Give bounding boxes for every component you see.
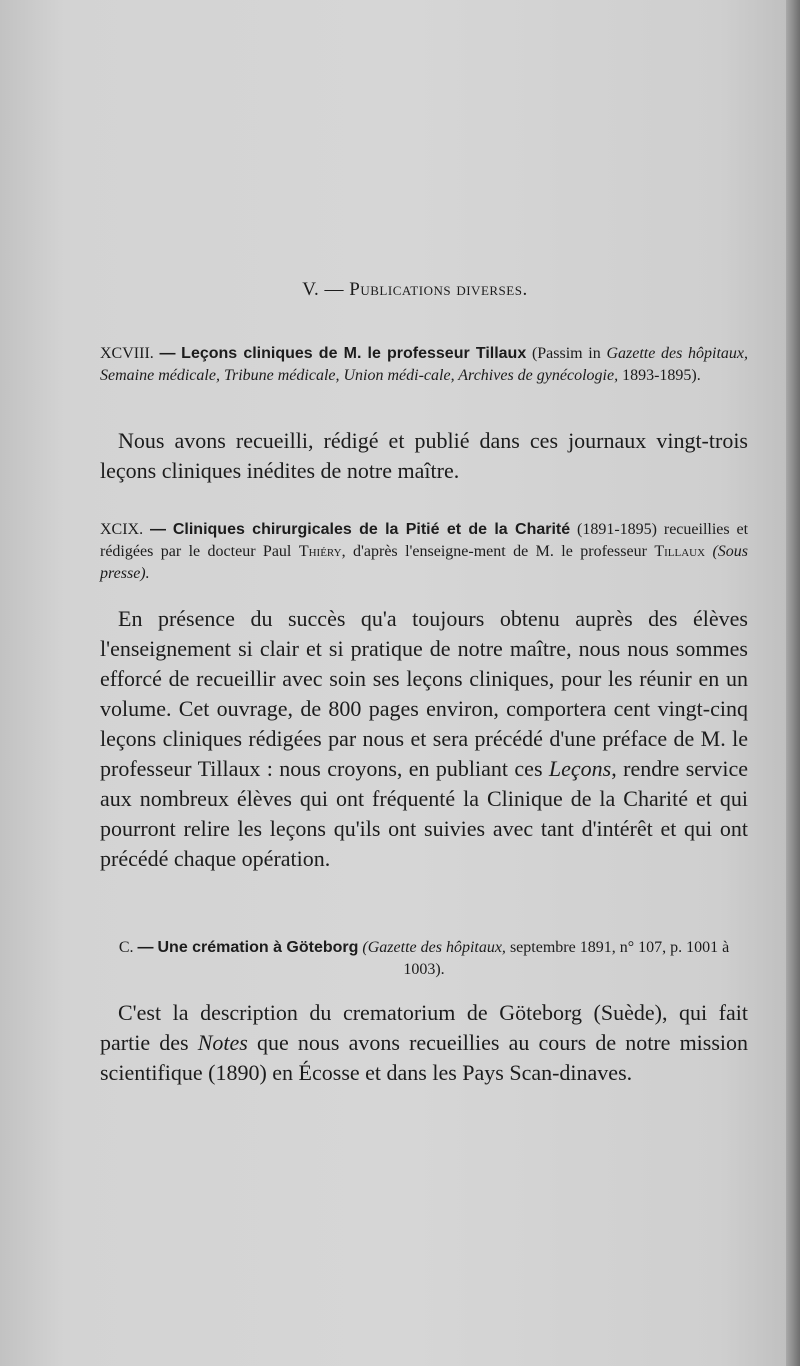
entry-xcix-heading: XCIX. — Cliniques chirurgicales de la Pitié et de la Charité (1891-1895) recueillies et rédigées par le docteur Paul Thiéry, d'après l'enseigne-ment de M. le professeur Tillaux (Sous presse). <box>100 521 749 582</box>
section-heading: V. — Publications diverses. <box>302 279 528 300</box>
entry-c-body: C'est la description du crematorium de Göteborg (Suède), qui fait partie des Notes que nous avons recueillies au cours de notre mission scientifique (1890) en Écosse et dans les Pays Scan-dinaves. <box>100 1000 749 1085</box>
entry-xcviii-heading: XCVIII. — Leçons cliniques de M. le professeur Tillaux (Passim in Gazette des hôpitaux, Semaine médicale, Tribune médicale, Union médi-cale, Archives de gynécologie, 1893-1895). <box>100 345 749 384</box>
entry-xcviii-body: Nous avons recueilli, rédigé et publié dans ces journaux vingt-trois leçons cliniques inédites de notre maître. <box>100 428 748 483</box>
entry-c-heading: C. — Une crémation à Göteborg (Gazette des hôpitaux, septembre 1891, n° 107, p. 1001 à 1003). <box>118 939 730 978</box>
book-spine-shadow <box>786 0 800 1366</box>
entry-xcix-body: En présence du succès qu'a toujours obtenu auprès des élèves l'enseignement si clair et si pratique de notre maître, nous nous sommes efforcé de recueillir avec soin ses leçons cliniques, pour les réunir en un volume. Cet ouvrage, de 800 pages environ, comportera cent vingt-cinq leçons cliniques rédigées par nous et sera précédé d'une préface de M. le professeur Tillaux : nous croyons, en publiant ces Leçons, rendre service aux nombreux élèves qui ont fréquenté la Clinique de la Charité et qui pourront relire les leçons qu'ils ont suivies avec tant d'intérêt et qui ont précédé chaque opération. <box>100 606 748 871</box>
